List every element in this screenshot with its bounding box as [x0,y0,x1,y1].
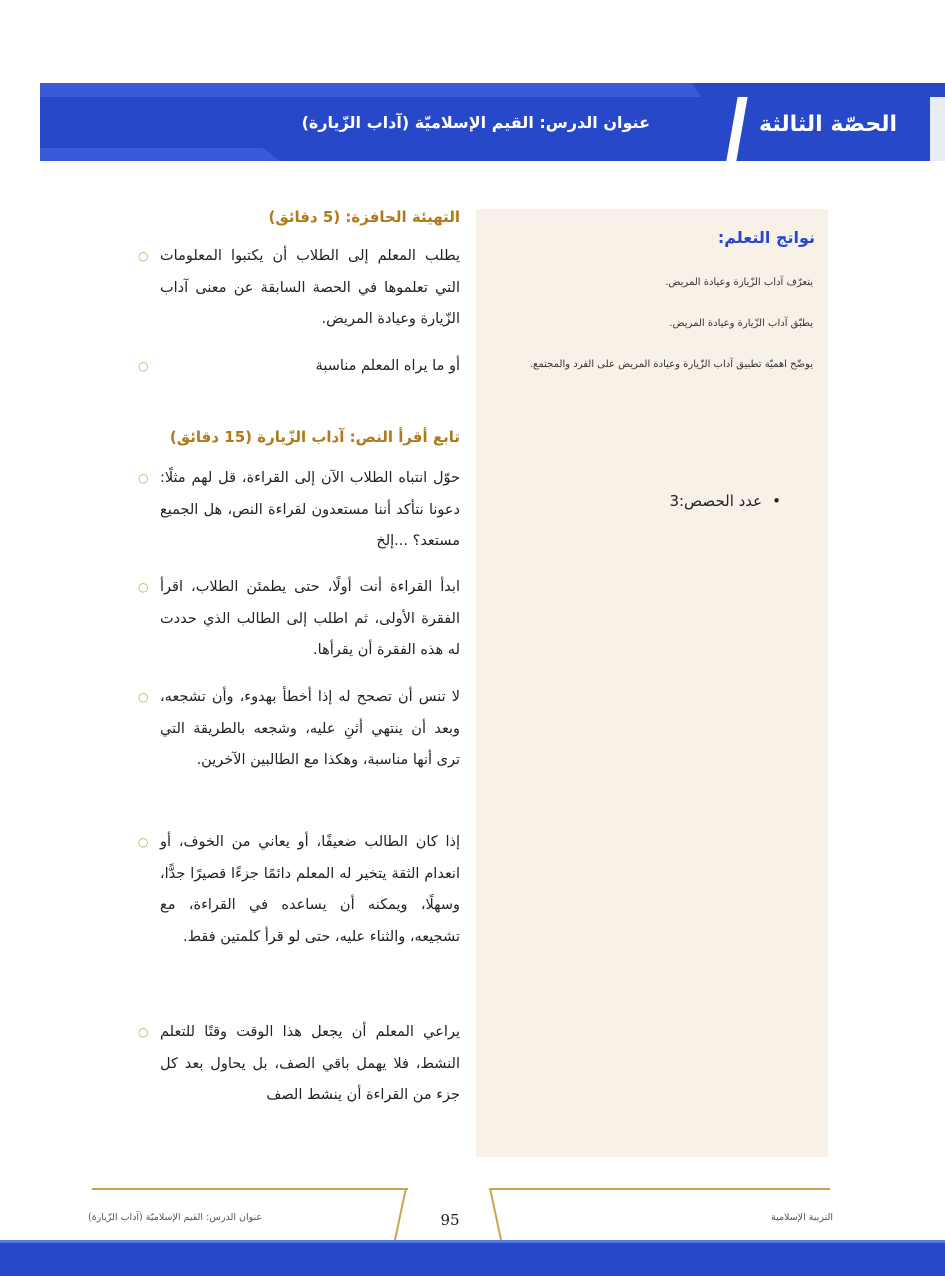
header-cap [930,97,945,161]
lesson-title: عنوان الدرس: القيم الإسلاميّة (آداب الزّيارة) [301,113,650,132]
sessions-count [669,492,781,510]
page-number: 95 [440,1211,460,1229]
bottom-band [0,1243,945,1276]
warmup-heading: التهيئة الحافزة: (5 دقائق) [268,208,460,226]
circle-bullet-icon: ○ [138,471,149,485]
outcome-item: يطبّق آداب الزّيارة وعيادة المريض. [669,318,813,329]
learning-outcomes-panel [476,209,828,1157]
reading-item: ○ لا تنس أن تصحح له إذا أخطأ بهدوء، وأن تشجعه، وبعد أن ينتهي أثنِ عليه، وشجعه بالطريقة التي ترى أنها مناسبة، وهكذا مع الطالبين الآخرين. [160,682,460,777]
outcome-item: يتعرّف آداب الزّيارة وعيادة المريض. [665,277,813,288]
circle-bullet-icon: ○ [138,359,149,373]
bullet-icon: • [772,492,781,510]
reading-heading: تابع أقرأ النص: آداب الزّيارة (15 دقائق) [169,428,460,446]
warmup-item: ○ أو ما يراه المعلم مناسبة [160,351,460,383]
reading-item: ○ يراعي المعلم أن يجعل هذا الوقت وقتًا للتعلم النشط، فلا يهمل باقي الصف، بل يحاول بعد كل جزء من القراءة أن ينشط الصف [160,1017,460,1112]
circle-bullet-icon: ○ [138,835,149,849]
circle-bullet-icon: ○ [138,580,149,594]
footer-rule-right [490,1188,830,1190]
reading-item: ○ إذا كان الطالب ضعيفًا، أو يعاني من الخوف، أو انعدام الثقة يتخير له المعلم دائمًا جزءًا قصيرًا جدًّا، وسهلًا، ويمكنه أن يساعده في القراءة، مع تشجيعه، والثناء عليه، حتى لو قرأ كلمتين فقط. [160,827,460,953]
circle-bullet-icon: ○ [138,249,149,263]
outcomes-heading: نواتج التعلم: [717,228,815,247]
footer-subject: التربية الإسلامية [770,1212,833,1223]
sessions-count-text: عدد الحصص:3 [669,492,763,510]
reading-item: ○ ابدأ القراءة أنت أولًا، حتى يطمئن الطلاب، اقرأ الفقرة الأولى، ثم اطلب إلى الطالب الذي حددت له هذه الفقرة أن يقرأها. [160,572,460,667]
warmup-item: ○ يطلب المعلم إلى الطلاب أن يكتبوا المعلومات التي تعلموها في الحصة السابقة عن معنى آداب الزّيارة وعيادة المريض. [160,241,460,336]
circle-bullet-icon: ○ [138,1025,149,1039]
circle-bullet-icon: ○ [138,690,149,704]
footer-rule-left [92,1188,408,1190]
footer-tab-edge [489,1188,503,1246]
footer-lesson-title: عنوان الدرس: القيم الإسلاميّة (آداب الزّيارة) [88,1212,263,1223]
outcome-item: يوضّح اهميّة تطبيق آداب الزّيارة وعيادة المريض على الفرد والمجتمع. [529,359,813,370]
header-accent-bottom [40,148,280,161]
footer-tab-edge [393,1188,407,1246]
session-title: الحصّة الثالثة [759,112,897,137]
reading-item: ○ حوّل انتباه الطلاب الآن إلى القراءة، قل لهم مثلًا: دعونا نتأكد أننا مستعدون لقراءة النص، هل الجميع مستعد؟ ...إلخ [160,463,460,558]
